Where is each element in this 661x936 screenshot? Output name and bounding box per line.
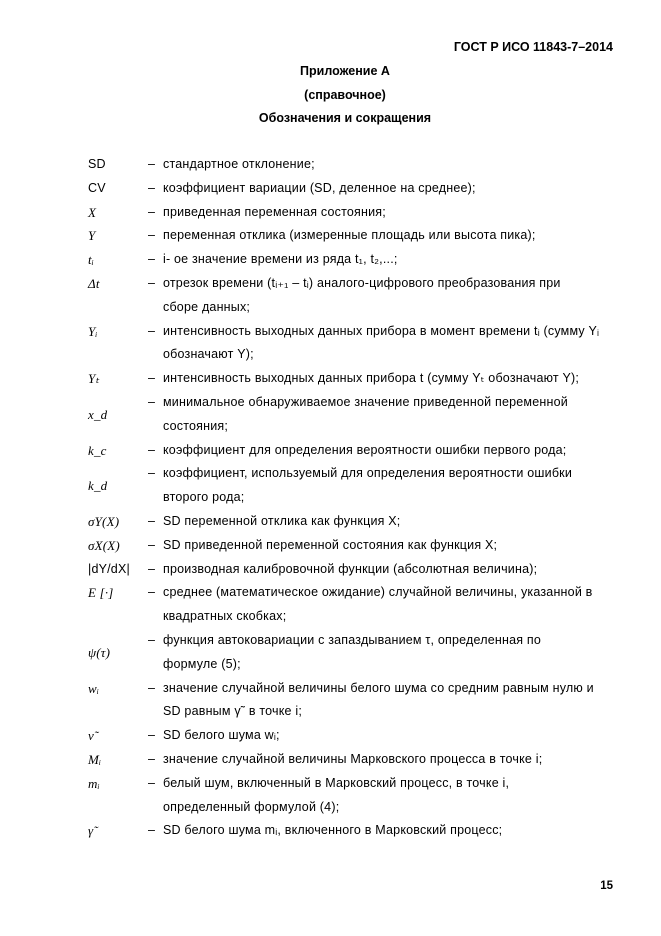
symbol-description xyxy=(163,153,628,177)
description-line: второго рода; xyxy=(163,490,245,505)
symbol-description xyxy=(163,510,628,534)
symbol-term: mᵢ xyxy=(88,775,100,791)
symbol-term: X xyxy=(88,204,97,220)
list-item xyxy=(88,748,628,772)
symbol-term: ν˜ xyxy=(88,728,99,744)
list-item xyxy=(88,320,628,368)
description-line: приведенная переменная состояния; xyxy=(163,204,386,219)
list-item xyxy=(88,819,628,843)
dash-separator: – xyxy=(148,157,156,171)
dash-separator: – xyxy=(148,751,156,766)
description-line: коэффициент для определения вероятности ошибки первого рода; xyxy=(163,442,567,457)
description-line: минимальное обнаруживаемое значение приведенной переменной xyxy=(163,394,568,409)
dash-separator: – xyxy=(148,728,156,743)
description-line: SD белого шума mᵢ, включенного в Марковский процесс; xyxy=(163,823,503,838)
symbol-description xyxy=(163,391,628,439)
dash-separator: – xyxy=(148,632,156,647)
dash-separator: – xyxy=(148,275,156,290)
list-item xyxy=(88,510,628,534)
description-line: отрезок времени (tᵢ₊₁ – tᵢ) аналого-цифрового преобразования при xyxy=(163,275,561,290)
symbol-description xyxy=(163,462,628,510)
description-line: стандартное отклонение; xyxy=(163,157,315,171)
symbol-term: wᵢ xyxy=(88,680,100,696)
symbol-description xyxy=(163,581,628,629)
dash-separator: – xyxy=(148,371,156,386)
symbol-description xyxy=(163,320,628,368)
dash-separator: – xyxy=(148,180,156,195)
symbol-term: SD xyxy=(88,157,106,171)
symbol-term: tᵢ xyxy=(88,252,95,268)
symbol-term: |dY/dX| xyxy=(88,561,130,576)
description-line: производная калибровочной функции (абсолютная величина); xyxy=(163,561,538,576)
description-line: обозначают Y); xyxy=(163,347,254,362)
list-item xyxy=(88,629,628,677)
dash-separator: – xyxy=(148,585,156,600)
dash-separator: – xyxy=(148,537,156,552)
list-item xyxy=(88,581,628,629)
symbol-description xyxy=(163,819,628,843)
description-line: состояния; xyxy=(163,418,229,433)
description-line: сборе данных; xyxy=(163,299,251,314)
appendix-title: Приложение А xyxy=(300,64,390,78)
description-line: SD переменной отклика как функция X; xyxy=(163,513,401,528)
list-item xyxy=(88,248,628,272)
list-item xyxy=(88,367,628,391)
description-line: коэффициент, используемый для определения вероятности ошибки xyxy=(163,466,573,481)
description-line: коэффициент вариации (SD, деленное на среднее); xyxy=(163,180,476,195)
symbol-description xyxy=(163,201,628,225)
list-item xyxy=(88,272,628,320)
list-item xyxy=(88,439,628,463)
description-line: определенный формулой (4); xyxy=(163,799,340,814)
dash-separator: – xyxy=(148,442,156,457)
section-heading: Обозначения и сокращения xyxy=(258,111,432,125)
list-item xyxy=(88,677,628,725)
dash-separator: – xyxy=(148,680,156,695)
description-line: интенсивность выходных данных прибора t (сумму Yₜ обозначают Y); xyxy=(163,371,580,386)
symbol-description xyxy=(163,248,628,272)
symbol-term: k_c xyxy=(88,442,107,458)
list-item xyxy=(88,201,628,225)
symbol-term: ψ(τ) xyxy=(88,644,111,660)
symbol-description xyxy=(163,534,628,558)
symbol-term: k_d xyxy=(88,478,108,494)
description-line: функция автоковариации с запаздыванием τ, определенная по xyxy=(163,632,542,647)
symbol-term: Y xyxy=(88,228,96,244)
dash-separator: – xyxy=(148,775,156,790)
symbols-list xyxy=(88,153,628,843)
description-line: i- ое значение времени из ряда t₁, t₂,...; xyxy=(163,252,398,267)
dash-separator: – xyxy=(148,204,156,219)
description-line: SD равным γ˜ в точке i; xyxy=(163,704,302,719)
description-line: значение случайной величины белого шума со средним равным нулю и xyxy=(163,680,594,695)
dash-separator: – xyxy=(148,394,156,409)
page-number: 15 xyxy=(600,880,613,892)
list-item xyxy=(88,391,628,439)
symbol-term: E [·] xyxy=(88,585,114,601)
symbol-description xyxy=(163,748,628,772)
symbol-term: σY(X) xyxy=(88,513,120,529)
dash-separator: – xyxy=(148,823,156,838)
symbol-description xyxy=(163,724,628,748)
symbol-description xyxy=(163,772,628,820)
symbol-description xyxy=(163,177,628,201)
list-item xyxy=(88,558,628,582)
document-code: ГОСТ Р ИСО 11843-7–2014 xyxy=(453,40,613,54)
symbol-term: γ˜ xyxy=(88,823,98,839)
symbol-description xyxy=(163,677,628,725)
dash-separator: – xyxy=(148,228,156,243)
symbol-term: CV xyxy=(88,180,106,195)
list-item xyxy=(88,772,628,820)
description-line: среднее (математическое ожидание) случайной величины, указанной в xyxy=(163,585,593,600)
list-item xyxy=(88,177,628,201)
dash-separator: – xyxy=(148,323,156,338)
symbol-description xyxy=(163,629,628,677)
appendix-type: (справочное) xyxy=(304,88,386,102)
symbol-term: Mᵢ xyxy=(88,751,102,767)
symbol-term: σX(X) xyxy=(88,537,120,553)
list-item xyxy=(88,724,628,748)
list-item xyxy=(88,224,628,248)
list-item xyxy=(88,153,628,177)
symbol-description xyxy=(163,224,628,248)
list-item xyxy=(88,534,628,558)
symbol-description xyxy=(163,272,628,320)
dash-separator: – xyxy=(148,466,156,481)
symbol-term: Yₜ xyxy=(88,371,100,387)
symbol-description xyxy=(163,439,628,463)
description-line: интенсивность выходных данных прибора в момент времени tᵢ (сумму Yᵢ xyxy=(163,323,600,338)
symbol-description xyxy=(163,558,628,582)
list-item xyxy=(88,462,628,510)
description-line: значение случайной величины Марковского процесса в точке i; xyxy=(163,751,543,766)
symbol-term: Yᵢ xyxy=(88,323,98,339)
dash-separator: – xyxy=(148,252,156,267)
symbol-description xyxy=(163,367,628,391)
description-line: формуле (5); xyxy=(163,656,241,671)
dash-separator: – xyxy=(148,561,156,576)
description-line: переменная отклика (измеренные площадь или высота пика); xyxy=(163,228,536,243)
description-line: SD белого шума wᵢ; xyxy=(163,728,280,743)
description-line: квадратных скобках; xyxy=(163,609,287,624)
description-line: SD приведенной переменной состояния как функция X; xyxy=(163,537,498,552)
symbol-term: Δt xyxy=(88,275,100,291)
description-line: белый шум, включенный в Марковский процесс, в точке i, xyxy=(163,775,510,790)
dash-separator: – xyxy=(148,513,156,528)
symbol-term: x_d xyxy=(88,406,108,422)
